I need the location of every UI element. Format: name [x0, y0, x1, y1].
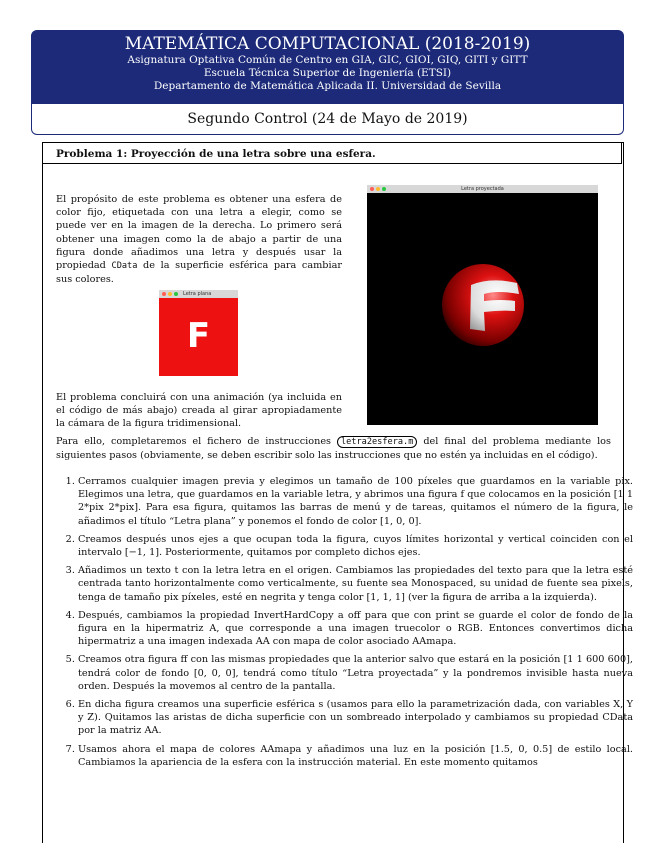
flat-letter-window — [159, 290, 238, 376]
step-item: 5. Creamos otra figura ff con las mismas propiedades que la anterior salvo que estará en la posición [1 1 600 600], tendrá color de fondo [0, 0, 0], tendrá como título “Letra proyectada” y la pondremos invisible hasta nueva orden. Después la movemos al centro de la pantalla. — [78, 653, 633, 693]
window-title: Letra plana — [183, 291, 212, 297]
flat-letter: F — [186, 316, 211, 356]
intro-paragraph: El propósito de este problema es obtener una esfera de color fijo, etiquetada con una letra a elegir, como se puede ver en la imagen de la derecha. Lo primero será obtener una imagen como la de abajo a partir de una figura donde añadimos una letra y después usar la propiedad CData de la superficie esférica para cambiar sus colores. — [56, 194, 342, 286]
school-name: Escuela Técnica Superior de Ingeniería (ETSI) — [203, 67, 452, 79]
problem-heading: Problema 1: Proyección de una letra sobre una esfera. — [42, 142, 622, 164]
file-link[interactable]: letra2esfera.m — [337, 436, 417, 448]
header-banner — [31, 30, 624, 104]
zoom-dot-icon — [174, 292, 178, 296]
step-item: 2. Creamos después unos ejes a que ocupan toda la figura, cuyos límites horizontal y vertical coinciden con el intervalo [−1, 1]. Posteriormente, quitamos por completo dichos ejes. — [78, 533, 633, 559]
sphere-render — [367, 193, 598, 425]
department-name: Departamento de Matemática Aplicada II. Universidad de Sevilla — [153, 80, 502, 92]
instructions-paragraph: Para ello, completaremos el fichero de instrucciones letra2esfera.m del final del problema mediante los siguientes pasos (obviamente, se deben escribir solo las instrucciones que no estén ya incluidas en el código). — [56, 436, 611, 462]
window-titlebar — [159, 290, 238, 298]
step-item: 1. Cerramos cualquier imagen previa y elegimos un tamaño de 100 píxeles que guardamos en la variable pix. Elegimos una letra, que guardamos en la variable letra, y abrimos una figura f que colocamos en la posición [1 1 2*pix 2*pix]. Para esa figura, quitamos las barras de menú y de tareas, quitamos el número de la figura, le añadimos el título “Letra plana” y ponemos el fondo de color [1, 0, 0]. — [78, 475, 633, 528]
course-subtitle: Asignatura Optativa Común de Centro en GIA, GIC, GIOI, GIQ, GITI y GITT — [127, 54, 528, 66]
step-item: 7. Usamos ahora el mapa de colores AAmapa y añadimos una luz en la posición [1.5, 0, 0.5] de estilo local. Cambiamos la apariencia de la esfera con la instrucción material. En este momento quitamos — [78, 743, 633, 769]
exam-subtitle: Segundo Control (24 de Mayo de 2019) — [31, 104, 624, 135]
projected-letter-window — [367, 185, 598, 425]
steps-list — [56, 475, 633, 774]
minimize-dot-icon — [168, 292, 172, 296]
step-item: 4. Después, cambiamos la propiedad InvertHardCopy a off para que con print se guarde el color de fondo de la figura en la hipermatriz A, que corresponde a una imagen truecolor o RGB. Entonces convertimos dicha hipermatriz a una imagen indexada AA con mapa de color asociado AAmapa. — [78, 609, 633, 649]
course-title: MATEMÁTICA COMPUTACIONAL (2018-2019) — [124, 34, 531, 54]
window-titlebar — [367, 185, 598, 193]
close-dot-icon — [162, 292, 166, 296]
window-title: Letra proyectada — [461, 186, 504, 192]
conclusion-paragraph: El problema concluirá con una animación (ya incluida en el código de más abajo) creada al girar apropiadamente la cámara de la figura tridimensional. — [56, 392, 342, 430]
step-item: 3. Añadimos un texto t con la letra letra en el origen. Cambiamos las propiedades del texto para que la letra esté centrada tanto horizontalmente como verticalmente, su fuente sea Monospaced, su unidad de fuente sea pixels, tenga de tamaño pix píxeles, esté en negrita y tenga color [1, 1, 1] (ver la figura de arriba a la izquierda). — [78, 564, 633, 604]
step-item: 6. En dicha figura creamos una superficie esférica s (usamos para ello la parametrización dada, con variables X, Y y Z). Quitamos las aristas de dicha superficie con un sombreado interpolado y cambiamos su propiedad CData por la matriz AA. — [78, 698, 633, 738]
intro-code: CData — [111, 261, 138, 272]
